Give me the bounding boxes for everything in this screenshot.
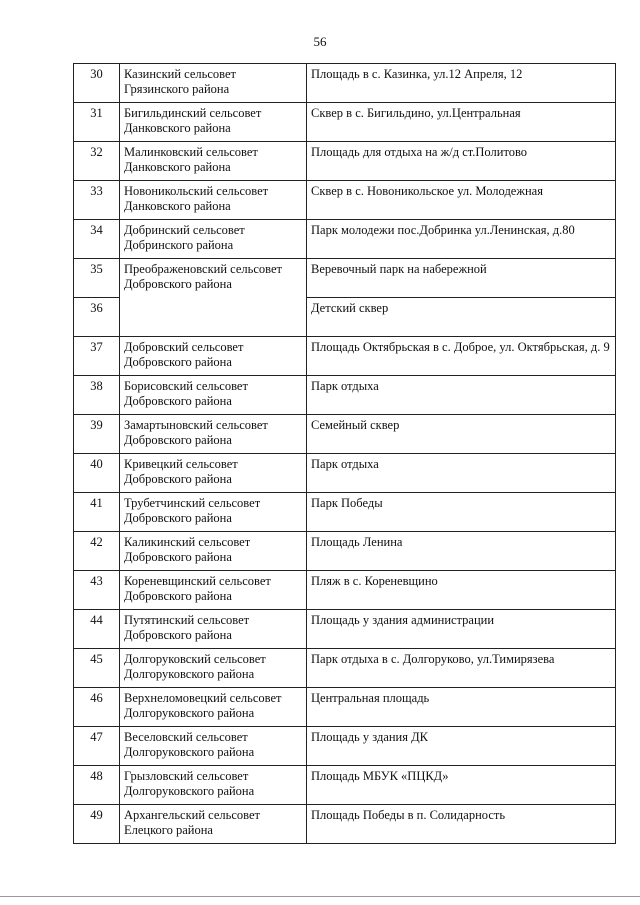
council-name: Трубетчинский сельсовет [124, 496, 261, 510]
table-row [74, 337, 616, 376]
council-cell [120, 571, 307, 610]
district-name: Добровского района [124, 394, 232, 408]
council-name: Добровский сельсовет [124, 340, 244, 354]
place-cell: Веревочный парк на набережной [307, 259, 616, 298]
district-name: Данковского района [124, 199, 231, 213]
place-cell: Площадь у здания администрации [307, 610, 616, 649]
place-cell: Сквер в с. Новоникольское ул. Молодежная [307, 181, 616, 220]
council-name: Кореневщинский сельсовет [124, 574, 271, 588]
row-number: 33 [74, 181, 120, 220]
table-row [74, 454, 616, 493]
council-name: Грызловский сельсовет [124, 769, 249, 783]
places-table [73, 63, 616, 844]
district-name: Долгоруковского района [124, 706, 255, 720]
place-cell: Семейный сквер [307, 415, 616, 454]
council-cell [120, 337, 307, 376]
council-name: Борисовский сельсовет [124, 379, 248, 393]
table-row [74, 181, 616, 220]
district-name: Добровского района [124, 277, 232, 291]
place-cell: Парк Победы [307, 493, 616, 532]
row-number: 37 [74, 337, 120, 376]
row-number: 41 [74, 493, 120, 532]
council-cell [120, 142, 307, 181]
council-cell [120, 766, 307, 805]
row-number: 35 [74, 259, 120, 298]
council-cell [120, 454, 307, 493]
row-number: 31 [74, 103, 120, 142]
district-name: Долгоруковского района [124, 667, 255, 681]
council-cell [120, 376, 307, 415]
place-cell: Площадь МБУК «ПЦКД» [307, 766, 616, 805]
table-row [74, 610, 616, 649]
district-name: Добровского района [124, 355, 232, 369]
table-row [74, 415, 616, 454]
council-cell [120, 103, 307, 142]
council-name: Бигильдинский сельсовет [124, 106, 262, 120]
place-cell: Площадь у здания ДК [307, 727, 616, 766]
district-name: Добровского района [124, 472, 232, 486]
row-number: 32 [74, 142, 120, 181]
council-name: Новоникольский сельсовет [124, 184, 269, 198]
table-row [74, 649, 616, 688]
place-cell: Площадь Ленина [307, 532, 616, 571]
table-row [74, 805, 616, 844]
council-cell [120, 415, 307, 454]
district-name: Добровского района [124, 589, 232, 603]
council-cell [120, 259, 307, 337]
district-name: Данковского района [124, 121, 231, 135]
council-cell [120, 610, 307, 649]
table-row [74, 766, 616, 805]
table-row [74, 259, 616, 298]
council-cell [120, 220, 307, 259]
row-number: 49 [74, 805, 120, 844]
district-name: Добровского района [124, 433, 232, 447]
row-number: 46 [74, 688, 120, 727]
table-row [74, 103, 616, 142]
row-number: 42 [74, 532, 120, 571]
council-name: Долгоруковский сельсовет [124, 652, 266, 666]
place-cell: Площадь Победы в п. Солидарность [307, 805, 616, 844]
table-row [74, 142, 616, 181]
district-name: Добровского района [124, 550, 232, 564]
table-row [74, 571, 616, 610]
council-name: Каликинский сельсовет [124, 535, 251, 549]
table-row [74, 688, 616, 727]
council-name: Верхнеломовецкий сельсовет [124, 691, 282, 705]
page-bottom-rule [0, 896, 640, 897]
council-name: Малинковский сельсовет [124, 145, 258, 159]
table-row [74, 64, 616, 103]
district-name: Елецкого района [124, 823, 213, 837]
place-cell: Парк отдыха в с. Долгоруково, ул.Тимирязева [307, 649, 616, 688]
council-cell [120, 727, 307, 766]
table-row [74, 220, 616, 259]
district-name: Долгоруковского района [124, 745, 255, 759]
place-cell: Сквер в с. Бигильдино, ул.Центральная [307, 103, 616, 142]
place-cell: Площадь Октябрьская в с. Доброе, ул. Октябрьская, д. 9 [307, 337, 616, 376]
place-cell: Детский сквер [307, 298, 616, 337]
council-cell [120, 688, 307, 727]
table-row [74, 376, 616, 415]
table-row [74, 493, 616, 532]
place-cell: Площадь для отдыха на ж/д ст.Политово [307, 142, 616, 181]
council-name: Замартыновский сельсовет [124, 418, 268, 432]
council-name: Путятинский сельсовет [124, 613, 250, 627]
council-cell [120, 64, 307, 103]
council-name: Кривецкий сельсовет [124, 457, 238, 471]
place-cell: Парк молодежи пос.Добринка ул.Ленинская, д.80 [307, 220, 616, 259]
place-cell: Парк отдыха [307, 454, 616, 493]
council-cell [120, 649, 307, 688]
page-number: 56 [313, 34, 327, 49]
council-cell [120, 805, 307, 844]
council-name: Преображеновский сельсовет [124, 262, 282, 276]
place-cell: Центральная площадь [307, 688, 616, 727]
district-name: Данковского района [124, 160, 231, 174]
council-name: Добринский сельсовет [124, 223, 245, 237]
table-row [74, 532, 616, 571]
row-number: 48 [74, 766, 120, 805]
row-number: 47 [74, 727, 120, 766]
row-number: 39 [74, 415, 120, 454]
row-number: 34 [74, 220, 120, 259]
place-cell: Пляж в с. Кореневщино [307, 571, 616, 610]
district-name: Добровского района [124, 511, 232, 525]
row-number: 36 [74, 298, 120, 337]
council-cell [120, 493, 307, 532]
row-number: 44 [74, 610, 120, 649]
district-name: Грязинского района [124, 82, 230, 96]
table-row [74, 727, 616, 766]
district-name: Добровского района [124, 628, 232, 642]
district-name: Долгоруковского района [124, 784, 255, 798]
row-number: 43 [74, 571, 120, 610]
council-cell [120, 181, 307, 220]
row-number: 38 [74, 376, 120, 415]
council-name: Веселовский сельсовет [124, 730, 248, 744]
council-cell [120, 532, 307, 571]
council-name: Архангельский сельсовет [124, 808, 260, 822]
row-number: 45 [74, 649, 120, 688]
place-cell: Площадь в с. Казинка, ул.12 Апреля, 12 [307, 64, 616, 103]
district-name: Добринского района [124, 238, 234, 252]
row-number: 30 [74, 64, 120, 103]
place-cell: Парк отдыха [307, 376, 616, 415]
council-name: Казинский сельсовет [124, 67, 236, 81]
row-number: 40 [74, 454, 120, 493]
